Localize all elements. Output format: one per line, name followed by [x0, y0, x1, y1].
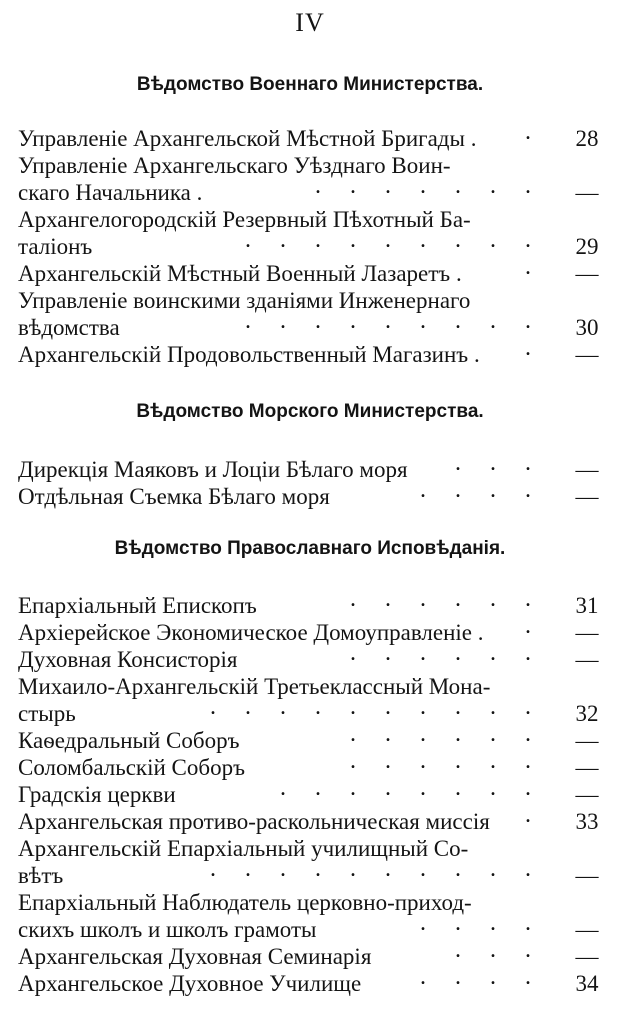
page-number: — [575, 944, 599, 969]
section-heading: Вѣдомство Православнаго Исповѣданія. [114, 538, 506, 559]
page-number: 32 [575, 701, 599, 726]
contents-entry [18, 335, 608, 368]
entry-text: Архангельская Духовная Семинарія [18, 944, 372, 969]
contents-entry [18, 254, 608, 287]
entry-line [18, 640, 608, 673]
entry-line [18, 119, 608, 152]
entry-line [18, 308, 608, 341]
entry-text: Архангельское Духовное Училище [18, 971, 362, 996]
dot-leader: ...... [350, 721, 560, 747]
entry-text: Управленіе воинскими зданіями Инженернаго [18, 288, 471, 313]
entry-line [18, 173, 608, 206]
page-number: — [575, 620, 599, 645]
dot-leader: .......... [210, 856, 560, 882]
entry-line [18, 802, 608, 835]
dot-leader: .... [420, 964, 560, 990]
dot-leader: .......... [210, 694, 560, 720]
entry-line [18, 335, 608, 368]
contents-entry [18, 835, 608, 889]
dot-leader: ......... [245, 227, 560, 253]
contents-entry [18, 586, 608, 619]
contents-entry [18, 775, 608, 808]
dot-leader: ....... [315, 173, 560, 199]
page-number: — [575, 728, 599, 753]
dot-leader: .... [420, 477, 560, 503]
page-number: 30 [575, 315, 599, 340]
entry-line [18, 227, 608, 260]
entry-text: Дирекція Маяковъ и Лоціи Бѣлаго моря [18, 457, 408, 482]
dot-leader: . [525, 119, 560, 145]
entry-text: Соломбальскій Соборъ [18, 755, 245, 780]
page-number: 28 [575, 126, 599, 151]
page-number: 34 [575, 971, 599, 996]
page-number: — [575, 917, 599, 942]
dot-leader: . [525, 802, 560, 828]
contents-entry [18, 673, 608, 727]
page-number: — [575, 261, 599, 286]
page-number: — [575, 755, 599, 780]
entry-text: Архангельскій Мѣстный Военный Лазаретъ . [18, 261, 462, 286]
page-folio: IV [295, 8, 325, 37]
dot-leader: ......... [245, 308, 560, 334]
dot-leader: . [525, 254, 560, 280]
page-number: 29 [575, 234, 599, 259]
entry-text: Архангелогородскій Резервный Пѣхотный Ба- [18, 207, 471, 232]
entry-text: Отдѣльная Съемка Бѣлаго моря [18, 484, 330, 509]
dot-leader: . [525, 613, 560, 639]
entry-text: стырь [18, 701, 76, 726]
page-number: 33 [575, 809, 599, 834]
entry-text: Архіерейское Экономическое Домоуправленіе . [18, 620, 484, 645]
dot-leader: . [525, 335, 560, 361]
page-number: — [575, 457, 599, 482]
dot-leader: ...... [350, 640, 560, 666]
entry-text: Архангельскій Епархіальный училищный Со- [18, 836, 469, 861]
dot-leader: ........ [280, 775, 560, 801]
entry-text: вѣдомства [18, 315, 120, 340]
dot-leader: ... [455, 450, 560, 476]
entry-line [18, 477, 608, 510]
entry-line [18, 586, 608, 619]
entry-text: Архангельская противо-раскольническая миссія [18, 809, 490, 834]
entry-text: Духовная Консисторія [18, 647, 238, 672]
entry-line [18, 964, 608, 997]
contents-entry [18, 152, 608, 206]
page-number: — [575, 863, 599, 888]
page-number: — [575, 647, 599, 672]
entry-text: Епархіальный Наблюдатель церковно-приход- [18, 890, 472, 915]
contents-entry [18, 802, 608, 835]
page-number: — [575, 782, 599, 807]
contents-entry [18, 889, 608, 943]
contents-entry [18, 477, 608, 510]
dot-leader: ... [455, 937, 560, 963]
entry-text: скаго Начальника . [18, 180, 203, 205]
entry-line [18, 254, 608, 287]
entry-text: таліонъ [18, 234, 93, 259]
contents-entry [18, 640, 608, 673]
page-number: — [575, 342, 599, 367]
contents-entry [18, 964, 608, 997]
page-number: — [575, 484, 599, 509]
contents-entry [18, 287, 608, 341]
section-heading: Вѣдомство Военнаго Министерства. [136, 74, 484, 95]
dot-leader: .... [420, 910, 560, 936]
entry-text: Управленіе Архангельской Мѣстной Бригады . [18, 126, 477, 151]
entry-text: Архангельскій Продовольственный Магазинъ . [18, 342, 480, 367]
entry-line [18, 856, 608, 889]
entry-text: Градскія церкви [18, 782, 176, 807]
entry-text: Каѳедральный Соборъ [18, 728, 240, 753]
dot-leader: ...... [350, 748, 560, 774]
page-number: 31 [575, 593, 599, 618]
entry-text: Епархіальный Епископъ [18, 593, 257, 618]
entry-text: Управленіе Архангельскаго Уѣзднаго Воин- [18, 153, 451, 178]
page-number: — [575, 180, 599, 205]
entry-line [18, 775, 608, 808]
entry-text: скихъ школъ и школъ грамоты [18, 917, 317, 942]
contents-entry [18, 206, 608, 260]
entry-text: вѣтъ [18, 863, 64, 888]
section-heading: Вѣдомство Морского Министерства. [136, 401, 484, 422]
dot-leader: ...... [350, 586, 560, 612]
entry-text: Михаило-Архангельскій Третьеклассный Мона- [18, 674, 491, 699]
contents-entry [18, 119, 608, 152]
